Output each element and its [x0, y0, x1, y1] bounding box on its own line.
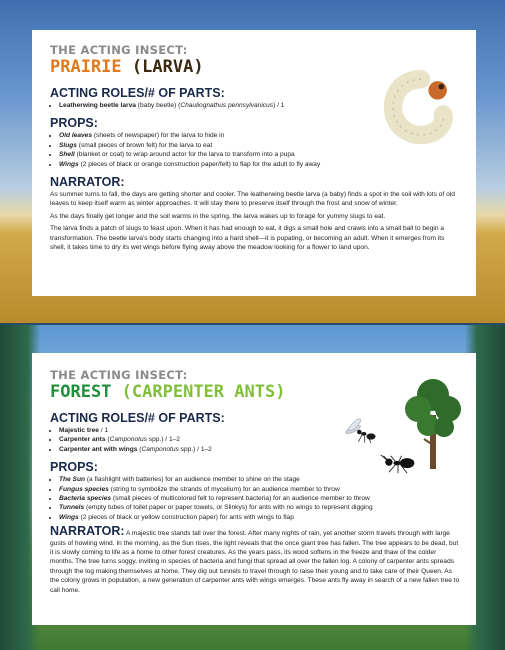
- prop-item: • Wings (2 pieces of black or orange construction paper/felt) to flap for the adult to fly away: [59, 160, 460, 169]
- larva-illustration: [384, 70, 458, 144]
- prop-item: • Shell (blanket or coat) to wrap around actor for the larva to transform into a pupa: [59, 150, 460, 159]
- prairie-narrator-p2: As the days finally get longer and the soil warms in the spring, the larva wakes up to forage for yummy slugs to eat.: [50, 212, 386, 220]
- winged-ant-illustration: [344, 417, 380, 447]
- prop-item: • Fungus species (string to symbolize the strands of mycelium) for an audience member to throw: [59, 485, 460, 494]
- role-item: • Carpenter ants (Camponotus spp.) / 1–2: [59, 435, 460, 444]
- prop-item: • The Sun (a flashlight with batteries) for an audience member to shine on the stage: [59, 475, 460, 484]
- forest-title-sub: (CARPENTER ANTS): [121, 382, 286, 402]
- prairie-card: [32, 30, 476, 296]
- role-item: • Leatherwing beetle larva (baby beetle) (Chauliognathus pennsylvanicus) / 1: [59, 101, 460, 110]
- forest-title-main: FOREST: [50, 382, 112, 402]
- prairie-props-heading: PROPS:: [50, 116, 98, 131]
- majestic-tree-illustration: [398, 375, 468, 471]
- forest-narrator-heading: NARRATOR:: [50, 524, 125, 539]
- forest-kicker: THE ACTING INSECT:: [50, 368, 188, 382]
- forest-narrator: [50, 524, 460, 595]
- forest-narrator-text: A majestic tree stands tall over the forest. After many nights of rain, yet another storm travels through with large gusts of howling wind. In the morning, as the Sun rises, the light reveals that the once giant tree has fallen. The tree appears to be dead, but it is slowly coming to life as a home to other forest creatures. As the years pass, its wood softens in the freeze and thaw of the colder months. The tree turns soggy, inviting in species of bacteria and fungi that spread all over the fallen log. A colony of carpenter ants spreads through the log making themselves at home. They dig out tunnels to travel through to raise their young and to take care of their Queen. As the colony grows in population, a new generation of carpenter ants with wings emerges. These ants fly away in search of a new fallen tree to call home.: [50, 530, 460, 594]
- forest-props-list: [50, 475, 460, 522]
- prairie-title-sub: (LARVA): [131, 57, 204, 77]
- prop-item: • Old leaves (sheets of newspaper) for the larva to hide in: [59, 131, 460, 140]
- role-item: • Majestic tree / 1: [59, 426, 460, 435]
- prop-item: • Slugs (small pieces of brown felt) for the larva to eat: [59, 141, 460, 150]
- prop-item: • Wings (2 pieces of black or yellow construction paper) for ants with wings to flap: [59, 513, 460, 522]
- prairie-narrator-heading: NARRATOR:: [50, 175, 125, 190]
- forest-roles-heading: ACTING ROLES/# OF PARTS:: [50, 411, 225, 425]
- prairie-narrator-p1: As summer turns to fall, the days are getting shorter and cooler. The leatherwing beetle larva (a baby) finds a spot in the soil with lots of old leaves to keep itself warm as winter approaches. It will stay there to preserve itself through the frost and snow of winter.: [50, 191, 455, 208]
- prairie-narrator-p3: The larva finds a patch of slugs to feast upon. When it has had enough to eat, it digs a small hole and crawls into a small ball to begin a transformation. The beetle larva's body starts changing into a hard shell—it is pupating, or becoming an adult. When it emerges from its shell, it takes time to dry its wet wings before flying away above the meadow looking for a flower to land upon.: [50, 225, 445, 252]
- prop-item: • Bacteria species (small pieces of multicolored felt to represent bacteria) for an audience member to throw: [59, 494, 460, 503]
- prop-item: • Tunnels (empty tubes of toilet paper or paper towels, or Slinkys) for ants with no wings to represent digging: [59, 503, 460, 512]
- role-item: • Carpenter ant with wings (Camponotus spp.) / 1–2: [59, 445, 460, 454]
- prairie-roles-heading: ACTING ROLES/# OF PARTS:: [50, 86, 225, 100]
- prairie-kicker: THE ACTING INSECT:: [50, 43, 188, 57]
- prairie-title-main: PRAIRIE: [50, 57, 122, 77]
- forest-props-heading: PROPS:: [50, 460, 98, 475]
- forest-card: [32, 353, 476, 625]
